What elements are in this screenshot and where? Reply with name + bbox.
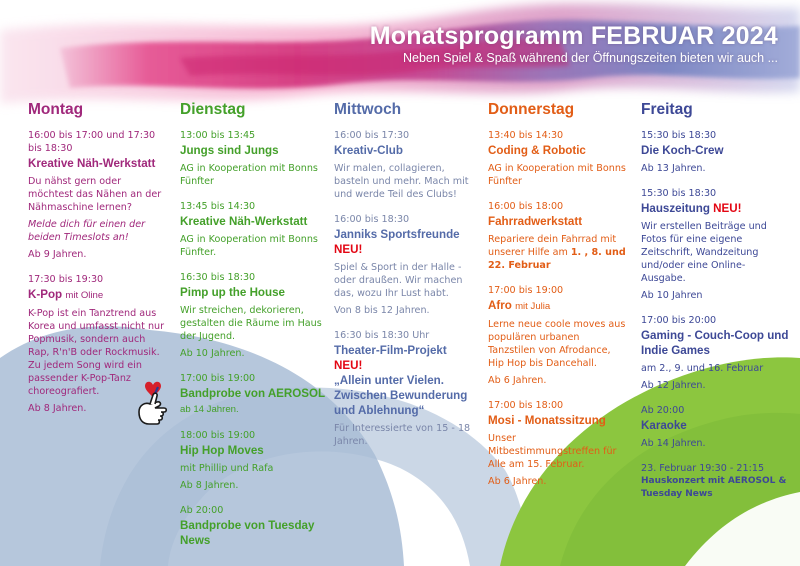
column-freitag (641, 101, 789, 513)
event-item (180, 271, 325, 360)
event-item (180, 200, 325, 259)
event-name-subtitle: „Allein unter Vielen. Zwischen Bewunderung und Ablehnung“ (334, 374, 468, 417)
page-subtitle: Neben Spiel & Spaß während der Öffnungszeiten bieten wir auch ... (403, 51, 778, 65)
event-age: Ab 6 Jahren. (488, 375, 547, 386)
event-age: Ab 12 Jahren. (641, 380, 706, 391)
event-age: Ab 8 Jahren. (28, 403, 87, 414)
event-item (180, 129, 325, 188)
event-age: Ab 13 Jahren. (641, 163, 706, 174)
event-name (28, 287, 165, 303)
event-name-suffix: mit Oline (65, 290, 104, 301)
event-desc: Wir streichen, dekorieren, gestalten die Räume im Haus der Jugend. (180, 305, 322, 342)
event-time: 16:00 bis 17:30 (334, 130, 410, 141)
new-badge: NEU! (334, 359, 363, 372)
event-name (641, 201, 789, 216)
new-badge: NEU! (713, 202, 742, 215)
event-time: 15:30 bis 18:30 (641, 188, 717, 199)
event-item (641, 129, 789, 175)
event-item (641, 404, 789, 450)
event-time: 16:30 bis 18:30 Uhr (334, 330, 430, 341)
event-desc: Wir malen, collagieren, basteln und mehr. Mach mit und werde Teil des Clubs! (334, 163, 469, 200)
event-name: Hip Hop Moves (180, 444, 264, 457)
event-name-text: Bandprobe von AEROSOL (180, 387, 325, 400)
event-name (334, 227, 476, 257)
event-time: 18:00 bis 19:00 (180, 430, 256, 441)
event-name: Gaming - Couch-Coop und Indie Games (641, 329, 789, 357)
event-name-text: Janniks Sportsfreunde (334, 228, 460, 241)
event-desc-text: Repariere dein Fahrrad mit unserer Hilfe am (488, 234, 617, 258)
new-badge: NEU! (334, 243, 363, 256)
event-name (488, 298, 628, 314)
event-name: Mosi - Monatssitzung (488, 414, 606, 427)
event-name (180, 386, 325, 417)
event-name-suffix: ab 14 Jahren. (180, 404, 239, 415)
event-desc: am 2., 9. und 16. Februar (641, 363, 764, 374)
event-desc: K-Pop ist ein Tanztrend aus Korea und umfasst nicht nur Popmusik, sondern auch Rap, R'n'B oder Rockmusik. Zu jedem Song wird ein passender K-Pop-Tanz choreografiert. (28, 308, 165, 397)
event-name: Die Koch-Crew (641, 144, 724, 157)
event-desc: Wir erstellen Beiträge und Fotos für eine eigene Zeitschrift, Wandzeitung und/oder eine Online-Ausgabe. (641, 221, 767, 284)
page-title: Monatsprogramm FEBRUAR 2024 (369, 22, 778, 50)
event-item (180, 429, 325, 492)
event-time: 17:30 bis 19:30 (28, 274, 104, 285)
event-desc: Lerne neue coole moves aus populären urbanen Tanzstilen von Afrodance, Hip Hop bis Dancehall. (488, 319, 626, 369)
event-name: Jungs sind Jungs (180, 144, 279, 157)
day-heading: Donnerstag (488, 101, 575, 118)
event-age: Ab 10 Jahren. (180, 348, 245, 359)
event-time: Ab 20:00 (641, 405, 685, 416)
event-age: Ab 8 Jahren. (180, 480, 239, 491)
event-name: Kreative Näh-Werkstatt (180, 215, 308, 228)
event-age: Ab 6 Jahren. (488, 476, 547, 487)
event-item (641, 187, 789, 302)
event-item (28, 129, 165, 261)
event-item (334, 329, 476, 448)
event-desc: Spiel & Sport in der Halle - oder draußen. Wir machen das, wozu Ihr Lust habt. (334, 262, 463, 299)
event-desc: Du nähst gern oder möchtest das Nähen an der Nähmaschine lernen? (28, 176, 162, 213)
event-time: 13:40 bis 14:30 (488, 130, 564, 141)
event-age: Von 8 bis 12 Jahren. (334, 305, 430, 316)
event-name (334, 343, 476, 418)
event-time: 17:00 bis 19:00 (488, 285, 564, 296)
event-time: 17:00 bis 18:00 (488, 400, 564, 411)
event-item (180, 372, 325, 417)
event-desc: Für Interessierte von 15 - 18 Jahren. (334, 423, 471, 447)
event-name: Kreative Näh-Werkstatt (28, 157, 156, 170)
event-name-text: Theater-Film-Projekt (334, 344, 447, 357)
event-name-text: K-Pop (28, 288, 63, 301)
event-name: Pimp up the House (180, 286, 285, 299)
event-item (488, 284, 628, 387)
event-dates: 1. , 8. und 22. Februar (488, 247, 626, 271)
event-desc: mit Phillip und Rafa (180, 463, 274, 474)
event-name: Coding & Robotic (488, 144, 586, 157)
event-time: 17:00 bis 19:00 (180, 373, 256, 384)
event-name: Bandprobe von Tuesday News (180, 519, 315, 547)
event-time: 17:00 bis 20:00 (641, 315, 717, 326)
event-time: 16:00 bis 18:00 (488, 201, 564, 212)
day-heading: Dienstag (180, 101, 246, 118)
event-item (641, 462, 789, 501)
day-heading: Mittwoch (334, 101, 402, 118)
event-age: Ab 14 Jahren. (641, 438, 706, 449)
event-item (334, 129, 476, 201)
event-item (180, 504, 325, 548)
event-item (488, 399, 628, 488)
event-name: Fahrradwerkstatt (488, 215, 583, 228)
event-name: Kreativ-Club (334, 144, 403, 157)
event-desc: AG in Kooperation mit Bonns Fünfter. (180, 234, 318, 258)
event-item (334, 213, 476, 317)
event-item (488, 129, 628, 188)
event-desc: Unser Mitbestimmungstreffen für Alle am 15. Februar. (488, 433, 617, 470)
event-time: 15:30 bis 18:30 (641, 130, 717, 141)
event-desc: AG in Kooperation mit Bonns Fünfter (488, 163, 626, 187)
event-time: Ab 20:00 (180, 505, 224, 516)
event-time: 16:00 bis 17:00 und 17:30 bis 18:30 (28, 130, 156, 154)
event-name: Karaoke (641, 419, 687, 432)
event-time: 23. Februar 19:30 - 21:15 (641, 463, 765, 474)
day-heading: Montag (28, 101, 84, 118)
day-heading: Freitag (641, 101, 693, 118)
event-name: Hauskonzert mit AEROSOL & Tuesday News (641, 476, 787, 499)
event-item (641, 314, 789, 392)
event-name-text: Hauszeitung (641, 202, 710, 215)
event-item (488, 200, 628, 272)
column-donnerstag (488, 101, 628, 500)
event-name-text: Afro (488, 299, 512, 312)
column-mittwoch (334, 101, 476, 460)
page-header (370, 22, 778, 65)
event-desc (488, 233, 628, 272)
heart-hand-icon (131, 378, 175, 442)
event-name-suffix: mit Julia (515, 301, 551, 312)
event-note: Melde dich für einen der beiden Timeslots an! (28, 219, 146, 243)
event-time: 13:45 bis 14:30 (180, 201, 256, 212)
event-age: Ab 10 Jahren (641, 290, 703, 301)
event-age: Ab 9 Jahren. (28, 249, 87, 260)
event-time: 13:00 bis 13:45 (180, 130, 256, 141)
event-desc: AG in Kooperation mit Bonns Fünfter (180, 163, 318, 187)
event-time: 16:00 bis 18:30 (334, 214, 410, 225)
event-time: 16:30 bis 18:30 (180, 272, 256, 283)
column-dienstag (180, 101, 325, 560)
